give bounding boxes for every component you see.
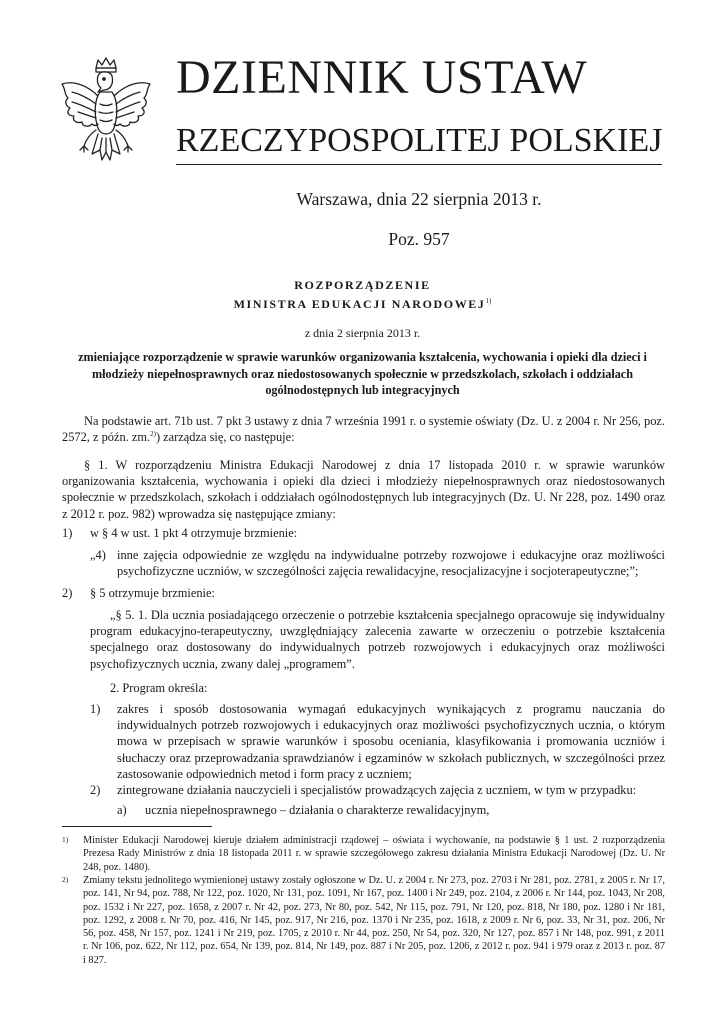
point-2: § 5 otrzymuje brzmienie: — [90, 586, 215, 600]
section-1: § 1. W rozporządzeniu Ministra Edukacji Narodowej z dnia 17 listopada 2010 r. w sprawie warunków organizowania kształcenia, wychowania i opieki dla dzieci i młodzieży niepełnosprawnych oraz niedostosowanych społecznie w przedszkolach, szkołach i oddziałach ogólnodostępnych lub integracyjnych (Dz. U. Nr 228, poz. 1490 oraz z 2012 r. poz. 982) wprowadza się następujące zmiany: — [62, 458, 665, 521]
act-type: ROZPORZĄDZENIE — [294, 278, 431, 292]
program-item-2: zintegrowane działania nauczycieli i specjalistów prowadzących zajęcia z uczniem, w tym w przypadku: — [117, 783, 637, 797]
act-issuer-name: MINISTRA EDUKACJI NARODOWEJ — [233, 297, 486, 311]
program-item-1: zakres i sposób dostosowania wymagań edukacyjnych wynikających z programu nauczania do indywidualnych potrzeb rozwojowych i edukacyjnych oraz możliwości psychofizycznych ucznia, o którym mowa w przepisach w sprawie warunków i sposobu oceniania, klasyfikowania i promowania uczniów i słuchaczy oraz przeprowadzania sprawdzianów i egzaminów w szkołach publicznych, w szczególności przez zastosowanie odpowiednich metod i form pracy z uczniem; — [117, 702, 665, 781]
footnote-1-mark: 1) — [62, 835, 69, 844]
footnote-ref-1: 1) — [485, 297, 492, 305]
program-item-2a: ucznia niepełnosprawnego – działania o charakterze rewalidacyjnym, — [145, 803, 490, 817]
point-1-number: 1) — [62, 526, 73, 540]
program-item-2-number: 2) — [90, 783, 101, 797]
program-scope-heading: 2. Program określa: — [110, 681, 208, 695]
masthead-divider — [176, 164, 662, 165]
footnote-divider — [62, 826, 212, 827]
polish-eagle-emblem-icon — [58, 54, 154, 174]
publication-date: Warszawa, dnia 22 sierpnia 2013 r. — [296, 189, 542, 209]
program-item-1-number: 1) — [90, 702, 101, 716]
preamble: Na podstawie art. 71b ust. 7 pkt 3 ustawy z dnia 7 września 1991 r. o systemie oświaty (Dz. U. z 2004 r. Nr 256, poz. 2572, z późn. zm.$^{2)}$) zarządza się, co następuje: — [62, 414, 665, 445]
act-issuer — [60, 297, 665, 312]
point-2-number: 2) — [62, 586, 73, 600]
point-1: w § 4 w ust. 1 pkt 4 otrzymuje brzmienie: — [90, 526, 298, 540]
gazette-title: DZIENNIK USTAW — [176, 51, 588, 104]
footnote-ref-2: 2) — [150, 430, 156, 439]
gazette-subtitle: RZECZYPOSPOLITEJ POLSKIEJ — [176, 122, 663, 159]
quoted-section-5: „§ 5. 1. Dla ucznia posiadającego orzeczenie o potrzebie kształcenia specjalnego opracowuje się indywidualny program edukacyjno-terapeutyczny, uwzględniający zalecenia zawarte w orzeczeniu o potrzebie kształcenia specjalnego oraz dostosowany do indywidualnych potrzeb rozwojowych i edukacyjnych oraz możliwości psychofizycznych ucznia, zwany dalej „programem”. — [90, 608, 665, 671]
act-subject: zmieniające rozporządzenie w sprawie warunków organizowania kształcenia, wychowania i opieki dla dzieci i młodzieży niepełnosprawnych oraz niedostosowanych społecznie w przedszkolach, szkołach i oddziałach ogólnodostępnych lub integracyjnych — [78, 350, 647, 397]
quoted-item-4-number: „4) — [90, 548, 106, 562]
footnote-1: Minister Edukacji Narodowej kieruje działem administracji rządowej – oświata i wychowanie, na podstawie § 1 ust. 2 rozporządzenia Prezesa Rady Ministrów z dnia 18 listopada 2011 r. w sprawie szczegółowego zakresu działania Ministra Edukacji Narodowej (Dz. U. Nr 248, poz. 1480). — [83, 835, 665, 873]
position-number: Poz. 957 — [388, 229, 450, 249]
quoted-item-4: inne zajęcia odpowiednie ze względu na indywidualne potrzeby rozwojowe i edukacyjne oraz możliwości psychofizyczne uczniów, w szczególności zajęcia rewalidacyjne, resocjalizacyjne i socjoterapeutyczne;”; — [117, 548, 665, 579]
footnote-2-mark: 2) — [62, 875, 69, 884]
footnote-2: Zmiany tekstu jednolitego wymienionej ustawy zostały ogłoszone w Dz. U. z 2004 r. Nr 273, poz. 2703 i Nr 281, poz. 2781, z 2005 r. Nr 17, poz. 141, Nr 94, poz. 788, Nr 122, poz. 1020, Nr 131, poz. 1091, Nr 167, poz. 1400 i Nr 249, poz. 2104, z 2006 r. Nr 144, poz. 1043, Nr 208, poz. 1532 i Nr 227, poz. 1658, z 2007 r. Nr 42, poz. 273, Nr 80, poz. 542, Nr 115, poz. 791, Nr 120, poz. 818, Nr 180, poz. 1280 i Nr 181, poz. 1292, z 2008 r. Nr 70, poz. 416, Nr 145, poz. 917, Nr 216, poz. 1370 i Nr 235, poz. 1618, z 2009 r. Nr 6, poz. 33, Nr 31, poz. 206, Nr 56, poz. 458, Nr 157, poz. 1241 i Nr 219, poz. 1705, z 2010 r. Nr 44, poz. 250, Nr 54, poz. 320, Nr 127, poz. 857 i Nr 148, poz. 991, z 2011 r. Nr 106, poz. 622, Nr 112, poz. 654, Nr 139, poz. 814, Nr 149, poz. 887 i Nr 205, poz. 1206, z 2012 r. poz. 941 i 979 oraz z 2013 r. poz. 87 i 827. — [83, 875, 665, 966]
act-date: z dnia 2 sierpnia 2013 r. — [304, 326, 421, 340]
program-item-2a-number: a) — [117, 803, 127, 817]
